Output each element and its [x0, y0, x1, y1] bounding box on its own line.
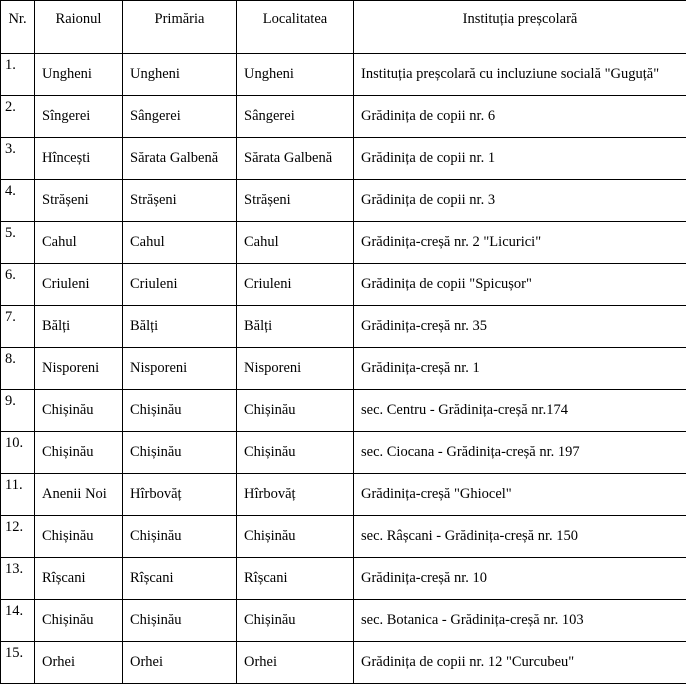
cell-localitatea: Orhei [237, 642, 354, 684]
cell-localitatea: Sângerei [237, 96, 354, 138]
cell-primaria: Orhei [123, 642, 237, 684]
table-row [1, 54, 686, 96]
cell-institutia: sec. Botanica - Grădinița-creșă nr. 103 [354, 600, 686, 642]
table-row [1, 348, 686, 390]
table-row [1, 222, 686, 264]
table-body [1, 54, 686, 684]
cell-primaria: Sărata Galbenă [123, 138, 237, 180]
cell-institutia: sec. Ciocana - Grădinița-creșă nr. 197 [354, 432, 686, 474]
cell-nr: 6. [1, 264, 35, 306]
cell-localitatea: Chișinău [237, 600, 354, 642]
cell-nr: 2. [1, 96, 35, 138]
cell-raionul: Chișinău [35, 390, 123, 432]
cell-institutia: Grădinița-creșă nr. 35 [354, 306, 686, 348]
cell-primaria: Cahul [123, 222, 237, 264]
table-row [1, 558, 686, 600]
cell-nr: 12. [1, 516, 35, 558]
table-row [1, 516, 686, 558]
cell-nr: 8. [1, 348, 35, 390]
cell-nr: 3. [1, 138, 35, 180]
cell-raionul: Bălți [35, 306, 123, 348]
cell-institutia: sec. Centru - Grădinița-creșă nr.174 [354, 390, 686, 432]
cell-nr: 14. [1, 600, 35, 642]
cell-raionul: Strășeni [35, 180, 123, 222]
table-row [1, 306, 686, 348]
table-row [1, 600, 686, 642]
cell-raionul: Chișinău [35, 600, 123, 642]
cell-primaria: Criuleni [123, 264, 237, 306]
cell-primaria: Sângerei [123, 96, 237, 138]
cell-institutia: Grădinița-creșă "Ghiocel" [354, 474, 686, 516]
cell-localitatea: Chișinău [237, 432, 354, 474]
cell-nr: 13. [1, 558, 35, 600]
cell-institutia: Grădinița-creșă nr. 10 [354, 558, 686, 600]
cell-institutia: Grădinița-creșă nr. 1 [354, 348, 686, 390]
cell-raionul: Chișinău [35, 432, 123, 474]
cell-primaria: Strășeni [123, 180, 237, 222]
table-header [1, 1, 686, 54]
cell-nr: 4. [1, 180, 35, 222]
table-row [1, 96, 686, 138]
cell-localitatea: Cahul [237, 222, 354, 264]
cell-localitatea: Criuleni [237, 264, 354, 306]
cell-raionul: Criuleni [35, 264, 123, 306]
cell-raionul: Sîngerei [35, 96, 123, 138]
cell-localitatea: Ungheni [237, 54, 354, 96]
cell-institutia: Instituția preșcolară cu incluziune socială "Guguță" [354, 54, 686, 96]
cell-localitatea: Rîșcani [237, 558, 354, 600]
cell-primaria: Chișinău [123, 600, 237, 642]
table-row [1, 264, 686, 306]
cell-institutia: Grădinița de copii "Spicușor" [354, 264, 686, 306]
cell-primaria: Rîșcani [123, 558, 237, 600]
cell-raionul: Ungheni [35, 54, 123, 96]
cell-primaria: Nisporeni [123, 348, 237, 390]
table-row [1, 432, 686, 474]
cell-nr: 5. [1, 222, 35, 264]
cell-nr: 15. [1, 642, 35, 684]
cell-primaria: Chișinău [123, 432, 237, 474]
cell-institutia: Grădinița de copii nr. 12 "Curcubeu" [354, 642, 686, 684]
cell-raionul: Anenii Noi [35, 474, 123, 516]
cell-raionul: Rîșcani [35, 558, 123, 600]
cell-raionul: Hîncești [35, 138, 123, 180]
cell-nr: 1. [1, 54, 35, 96]
cell-localitatea: Strășeni [237, 180, 354, 222]
cell-localitatea: Nisporeni [237, 348, 354, 390]
cell-nr: 9. [1, 390, 35, 432]
cell-raionul: Nisporeni [35, 348, 123, 390]
cell-raionul: Cahul [35, 222, 123, 264]
cell-raionul: Chișinău [35, 516, 123, 558]
header-primaria: Primăria [123, 1, 237, 54]
cell-primaria: Hîrbovăț [123, 474, 237, 516]
table-row [1, 138, 686, 180]
header-institutia: Instituția preșcolară [354, 1, 686, 54]
cell-primaria: Bălți [123, 306, 237, 348]
header-raionul: Raionul [35, 1, 123, 54]
cell-institutia: Grădinița de copii nr. 1 [354, 138, 686, 180]
header-row [1, 1, 686, 54]
cell-institutia: Grădinița de copii nr. 3 [354, 180, 686, 222]
header-nr: Nr. [1, 1, 35, 54]
cell-localitatea: Chișinău [237, 516, 354, 558]
cell-nr: 11. [1, 474, 35, 516]
cell-primaria: Chișinău [123, 516, 237, 558]
cell-localitatea: Chișinău [237, 390, 354, 432]
table-row [1, 474, 686, 516]
cell-localitatea: Sărata Galbenă [237, 138, 354, 180]
cell-nr: 10. [1, 432, 35, 474]
cell-institutia: Grădinița-creșă nr. 2 "Licurici" [354, 222, 686, 264]
cell-institutia: sec. Râșcani - Grădinița-creșă nr. 150 [354, 516, 686, 558]
cell-primaria: Chișinău [123, 390, 237, 432]
cell-localitatea: Hîrbovăț [237, 474, 354, 516]
cell-raionul: Orhei [35, 642, 123, 684]
table-row [1, 180, 686, 222]
cell-localitatea: Bălți [237, 306, 354, 348]
table-row [1, 642, 686, 684]
header-localitatea: Localitatea [237, 1, 354, 54]
cell-institutia: Grădinița de copii nr. 6 [354, 96, 686, 138]
table-row [1, 390, 686, 432]
cell-nr: 7. [1, 306, 35, 348]
cell-primaria: Ungheni [123, 54, 237, 96]
